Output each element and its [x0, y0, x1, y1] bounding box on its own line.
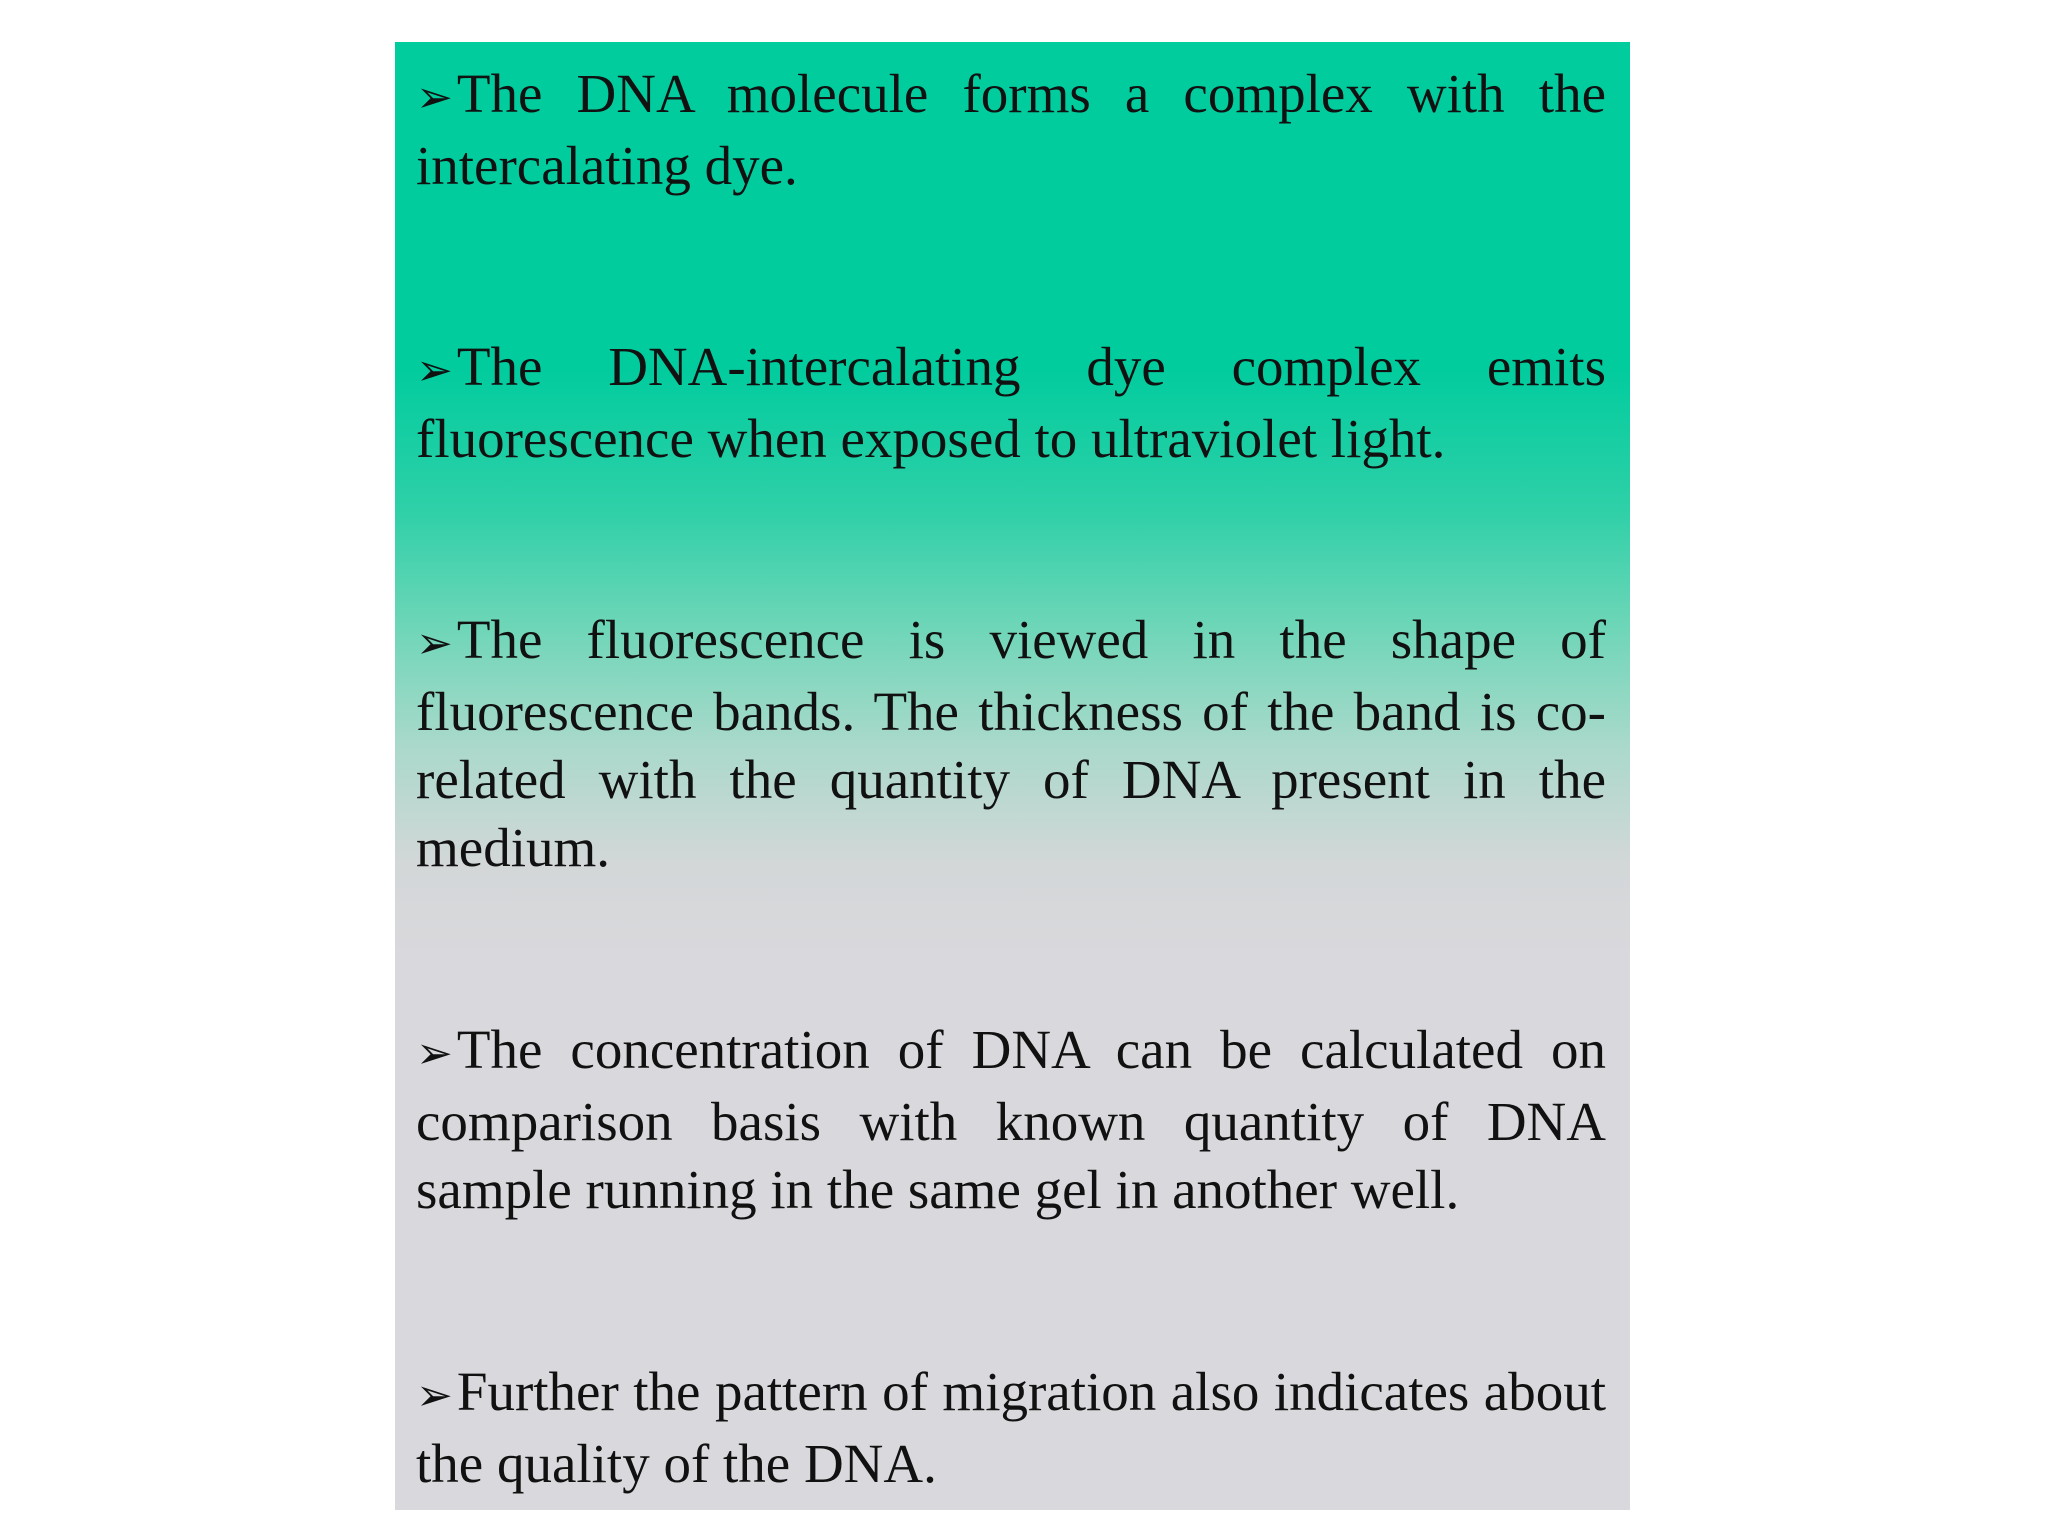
bullet-point-5: [416, 1358, 1606, 1498]
bullet-point-4: [416, 1016, 1606, 1224]
bullet-text-4: The concentration of DNA can be calculated on comparison basis with known quantity of DNA sample running in the same gel in another well.: [416, 1019, 1606, 1220]
arrow-bullet-icon: ➢: [416, 72, 453, 123]
bullet-text-2: The DNA-intercalating dye complex emits fluorescence when exposed to ultraviolet light.: [416, 336, 1606, 469]
arrow-bullet-icon: ➢: [416, 618, 453, 669]
bullet-point-1: [416, 60, 1606, 200]
bullet-text-1: The DNA molecule forms a complex with the intercalating dye.: [416, 63, 1606, 196]
bullet-text-5: Further the pattern of migration also indicates about the quality of the DNA.: [416, 1361, 1606, 1494]
arrow-bullet-icon: ➢: [416, 345, 453, 396]
bullet-text-3: The fluorescence is viewed in the shape of fluorescence bands. The thickness of the band is co-related with the quantity of DNA present in the medium.: [416, 609, 1606, 878]
arrow-bullet-icon: ➢: [416, 1028, 453, 1079]
bullet-point-3: [416, 606, 1606, 882]
slide-content-panel: [395, 42, 1630, 1510]
arrow-bullet-icon: ➢: [416, 1370, 453, 1421]
bullet-point-2: [416, 333, 1606, 473]
